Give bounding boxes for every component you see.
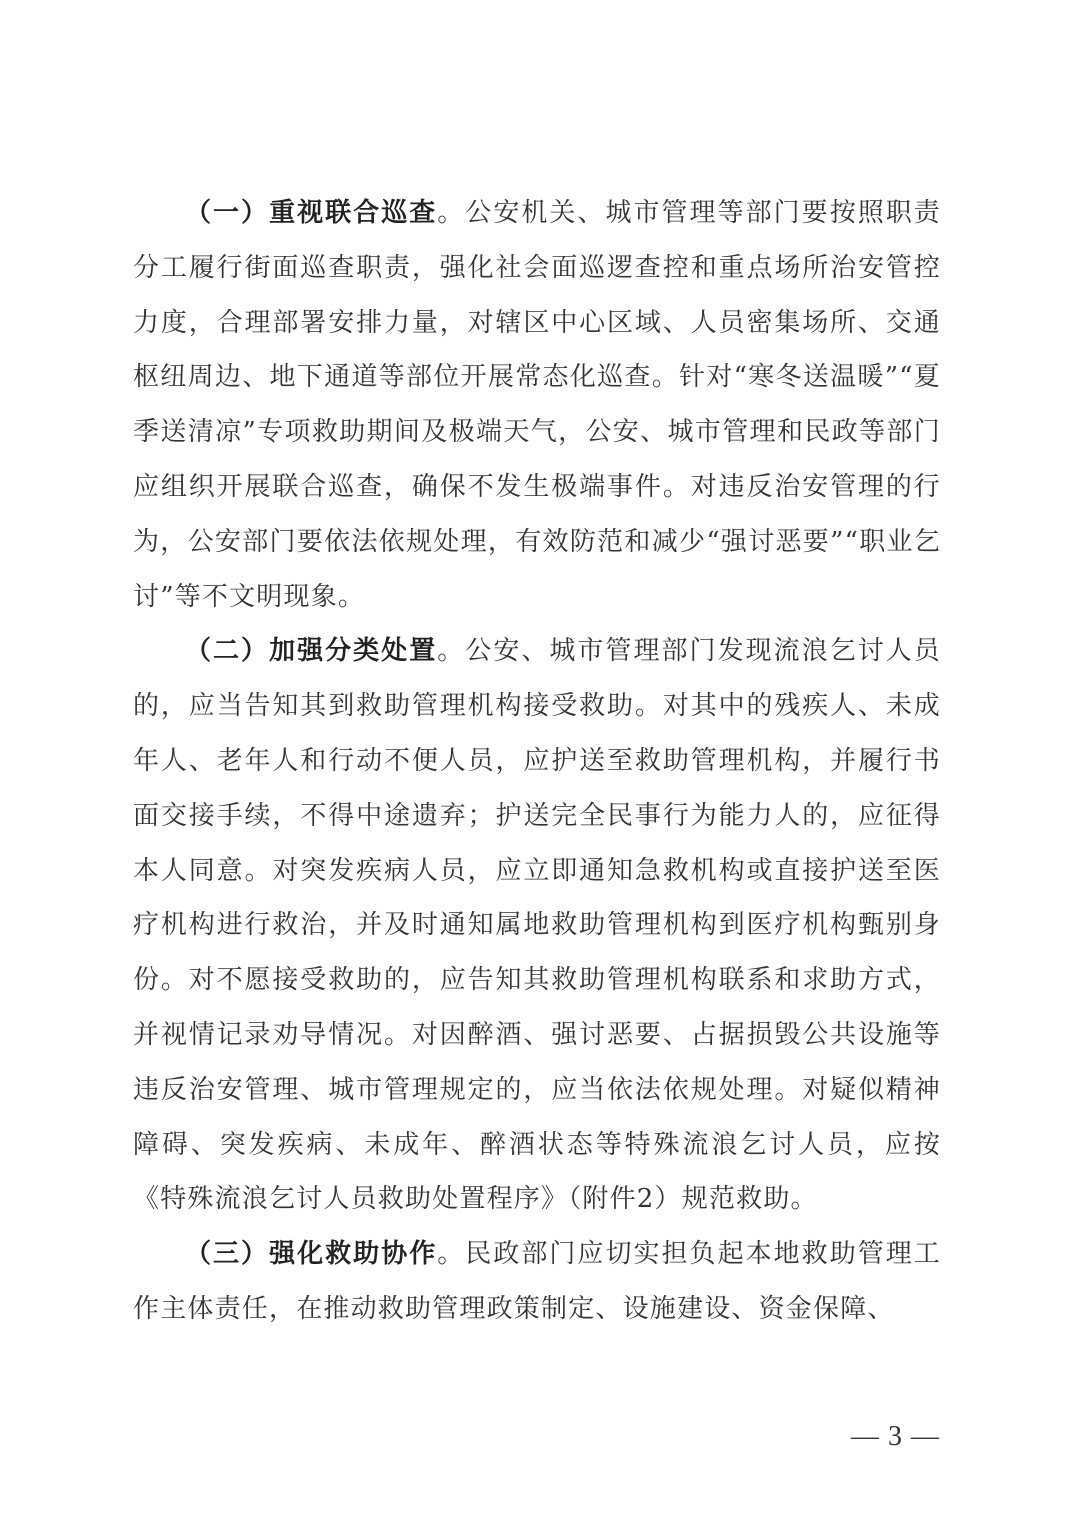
paragraph-rescue-cooperation [133,1227,941,1337]
paragraph-joint-patrol [133,186,941,624]
paragraph-text-3: 。民政部门应切实担负起本地救助管理工作主体责任，在推动救助管理政策制定、设施建设、资金保障、 [133,1239,941,1324]
paragraph-text-2: 。公安、城市管理部门发现流浪乞讨人员的，应当告知其到救助管理机构接受救助。对其中的残疾人、未成年人、老年人和行动不便人员，应护送至救助管理机构，并履行书面交接手续，不得中途遗弃；护送完全民事行为能力人的，应征得本人同意。对突发疾病人员，应立即通知急救机构或直接护送至医疗机构进行救治，并及时通知属地救助管理机构到医疗机构甄别身份。对不愿接受救助的，应告知其救助管理机构联系和求助方式，并视情记录劝导情况。对因醉酒、强讨恶要、占据损毁公共设施等违反治安管理、城市管理规定的，应当依法依规处理。对疑似精神障碍、突发疾病、未成年、醉酒状态等特殊流浪乞讨人员，应按《特殊流浪乞讨人员救助处置程序》（附件2）规范救助。 [133,636,941,1215]
document-body [133,186,941,1337]
paragraph-classified-handling [133,624,941,1227]
section-heading-3: （三）强化救助协作 [185,1239,438,1270]
paragraph-text-1: 。公安机关、城市管理等部门要按照职责分工履行街面巡查职责，强化社会面巡逻查控和重点场所治安管控力度，合理部署安排力量，对辖区中心区域、人员密集场所、交通枢纽周边、地下通道等部位开展常态化巡查。针对“寒冬送温暖”“夏季送清凉”专项救助期间及极端天气，公安、城市管理和民政等部门应组织开展联合巡查，确保不发生极端事件。对违反治安管理的行为，公安部门要依法依规处理，有效防范和减少“强讨恶要”“职业乞讨”等不文明现象。 [133,198,941,612]
page-number: — 3 — [851,1421,940,1452]
section-heading-1: （一）重视联合巡查 [185,198,438,228]
section-heading-2: （二）加强分类处置 [185,636,438,667]
